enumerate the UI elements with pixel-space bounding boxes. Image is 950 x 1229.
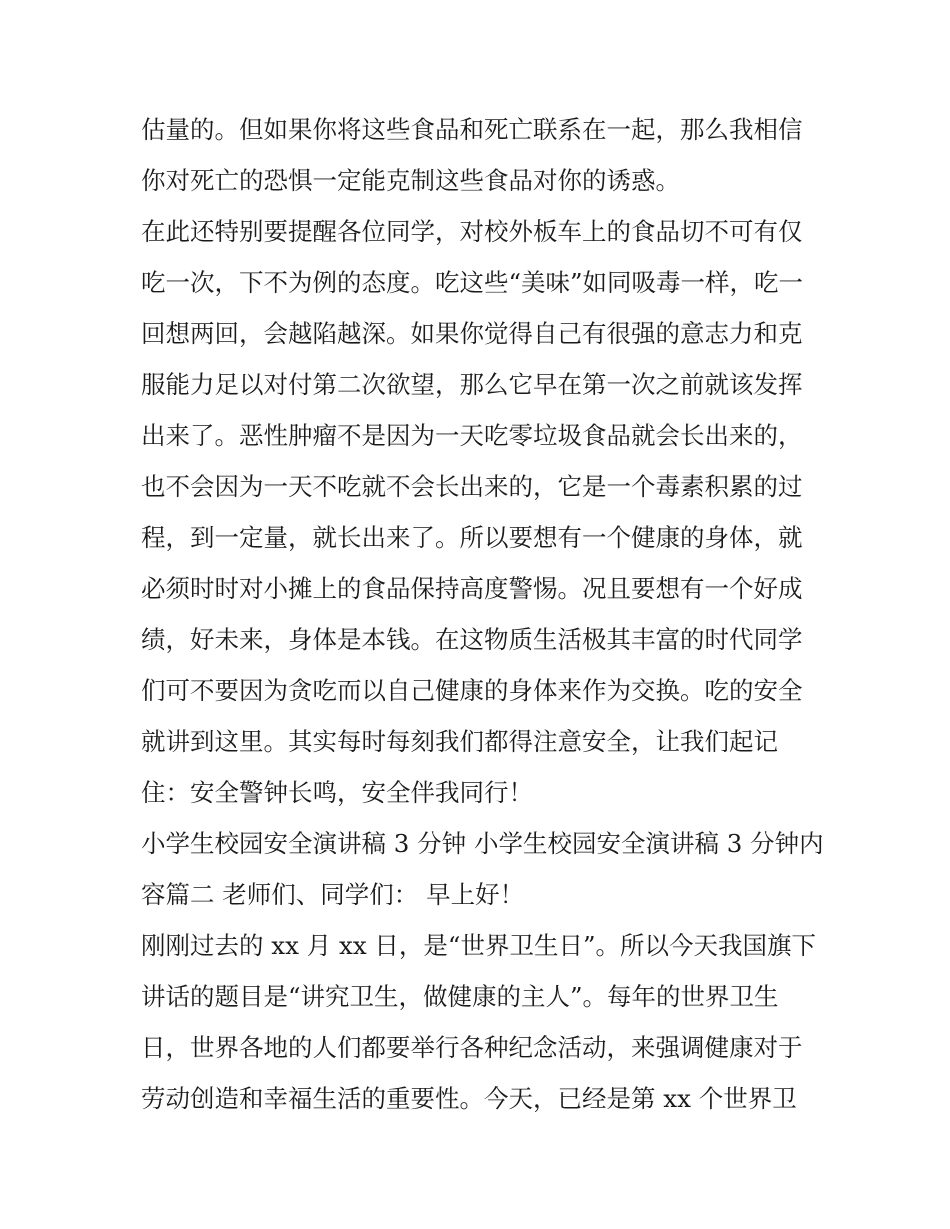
text-line-19: 日，世界各地的人们都要举行各种纪念活动，来强调健康对于: [141, 1033, 803, 1062]
text-line-5: 回想两回，会越陷越深。如果你觉得自己有很强的意志力和克: [141, 319, 803, 348]
text-line-11: 绩，好未来，身体是本钱。在这物质生活极其丰富的时代同学: [141, 625, 803, 654]
document-body: [141, 104, 824, 1124]
text-line-7: 出来了。恶性肿瘤不是因为一天吃零垃圾食品就会长出来的，: [141, 421, 803, 450]
text-line-13: 就讲到这里。其实每时每刻我们都得注意安全，让我们起记: [141, 727, 778, 756]
text-line-4: 吃一次，下不为例的态度。吃这些“美味”如同吸毒一样，吃一: [141, 268, 804, 297]
text-line-8: 也不会因为一天不吃就不会长出来的，它是一个毒素积累的过: [141, 472, 803, 501]
section-heading-line-1: 小学生校园安全演讲稿 3 分钟 小学生校园安全演讲稿 3 分钟内: [141, 829, 824, 858]
text-line-10: 必须时时对小摊上的食品保持高度警惕。况且要想有一个好成: [141, 574, 803, 603]
text-line-17: 刚刚过去的 xx 月 xx 日，是“世界卫生日”。所以今天我国旗下: [141, 931, 816, 960]
text-line-20: 劳动创造和幸福生活的重要性。今天，已经是第 xx 个世界卫: [141, 1084, 797, 1113]
text-line-9: 程，到一定量，就长出来了。所以要想有一个健康的身体，就: [141, 523, 803, 552]
text-line-1: 估量的。但如果你将这些食品和死亡联系在一起，那么我相信: [141, 115, 803, 144]
text-line-18: 讲话的题目是“讲究卫生，做健康的主人”。每年的世界卫生: [141, 982, 779, 1011]
section-heading-line-2: 容篇二 老师们、同学们： 早上好！: [141, 880, 525, 909]
text-line-3: 在此还特别要提醒各位同学，对校外板车上的食品切不可有仅: [141, 217, 803, 246]
text-line-2: 你对死亡的恐惧一定能克制这些食品对你的诱惑。: [141, 166, 680, 195]
text-line-12: 们可不要因为贪吃而以自己健康的身体来作为交换。吃的安全: [141, 676, 803, 705]
text-line-6: 服能力足以对付第二次欲望，那么它早在第一次之前就该发挥: [141, 370, 803, 399]
text-line-14: 住：安全警钟长鸣，安全伴我同行！: [141, 778, 533, 807]
